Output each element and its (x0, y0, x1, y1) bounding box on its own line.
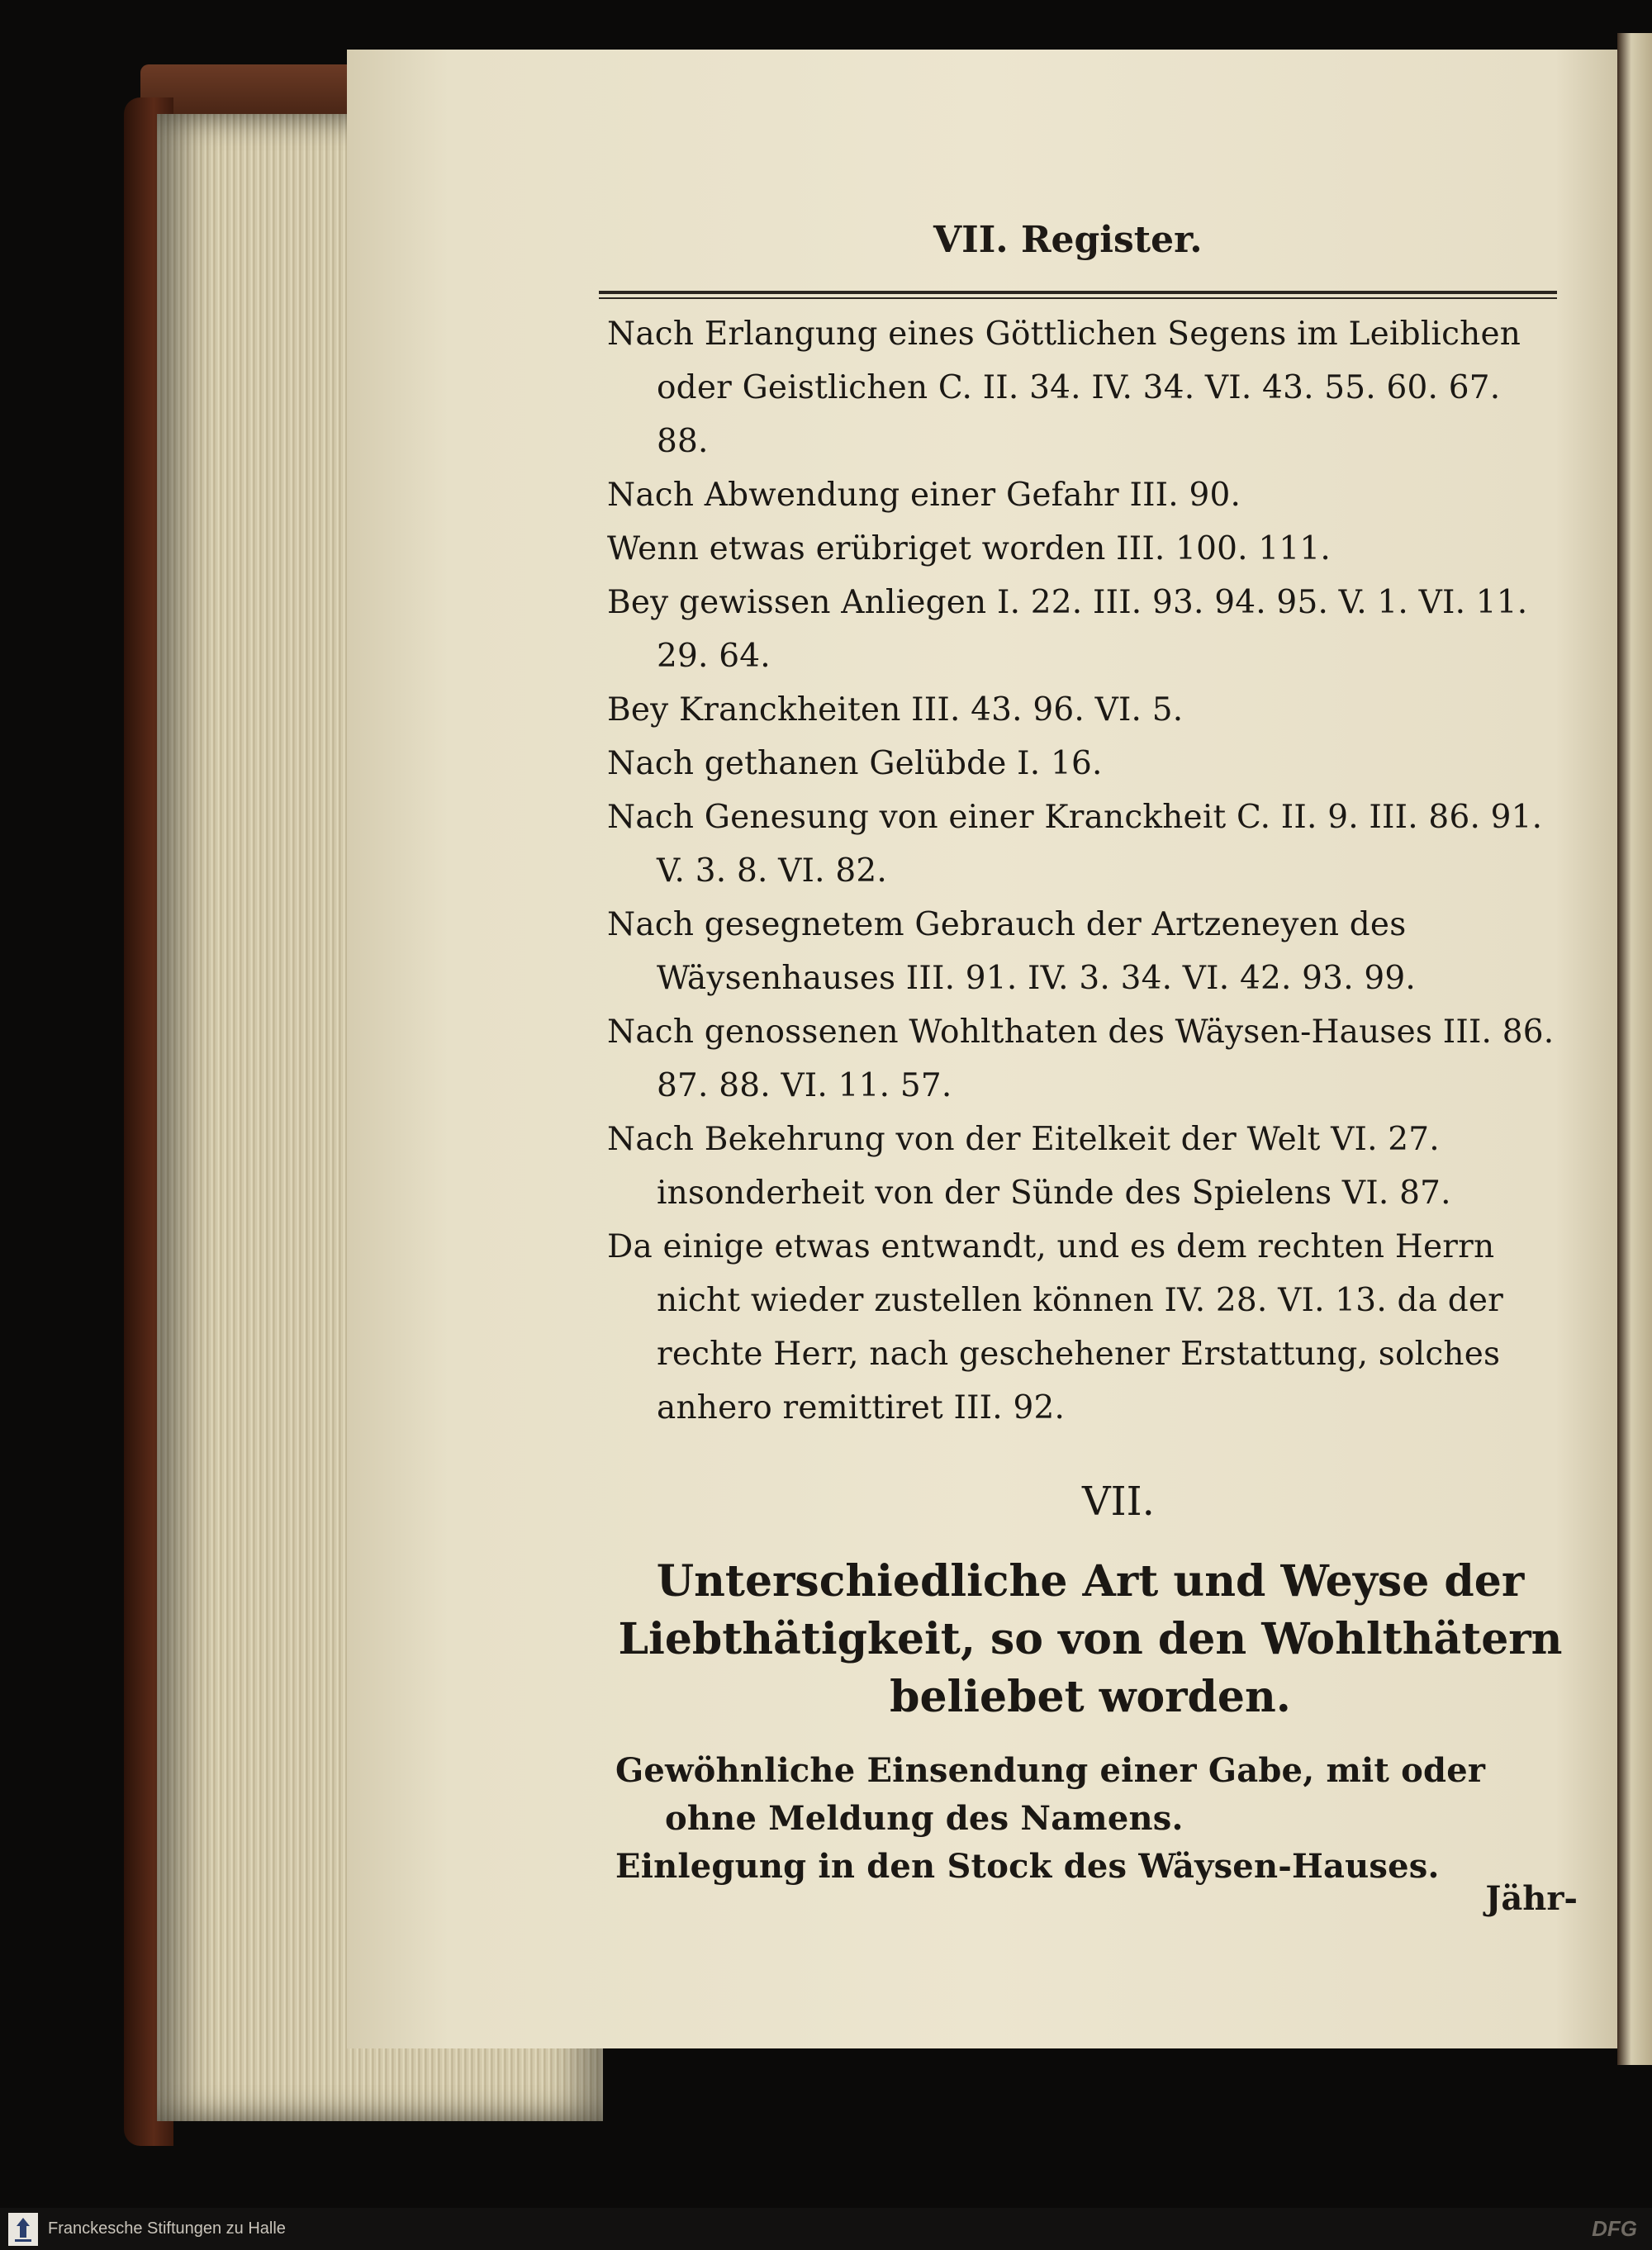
foundation-logo-icon (8, 2213, 38, 2246)
register-entry: Da einige etwas entwandt, und es dem rechten Herrn nicht wieder zustellen können IV. 28. VI. 13. da der rechte Herr, nach geschehener Erstattung, solches anhero remittiret III. 92. (607, 1228, 1504, 1426)
dfg-logo: DFG (1592, 2216, 1637, 2241)
footer-bar (0, 2208, 1652, 2250)
register-entry: Wenn etwas erübriget worden III. 100. 111. (607, 530, 1331, 567)
register-entry: Nach Bekehrung von der Eitelkeit der Welt VI. 27. insonderheit von der Sünde des Spielens VI. 87. (607, 1121, 1451, 1212)
register-entry: Bey gewissen Anliegen I. 22. III. 93. 94. 95. V. 1. VI. 11. 29. 64. (607, 584, 1528, 675)
catchword: Jähr- (1485, 1879, 1578, 1918)
section-entries (615, 1747, 1565, 1891)
register-entry: Bey Kranckheiten III. 43. 96. VI. 5. (607, 691, 1184, 729)
register-entry: Nach Erlangung eines Göttlichen Segens im Leiblichen oder Geistlichen C. II. 34. IV. 34. VI. 43. 55. 60. 67. 88. (607, 316, 1521, 460)
footer-credit: Franckesche Stiftungen zu Halle (48, 2219, 286, 2238)
section-entry: Gewöhnliche Einsendung einer Gabe, mit oder ohne Meldung des Namens. (615, 1751, 1486, 1838)
header-rule-thin (599, 297, 1557, 299)
register-entry: Nach gesegnetem Gebrauch der Artzeneyen des Wäysenhauses III. 91. IV. 3. 34. VI. 42. 93. 99. (607, 906, 1417, 997)
register-entries (607, 307, 1561, 1435)
section-numeral: VII. (1082, 1479, 1155, 1525)
facing-page-edge (1617, 33, 1652, 2065)
running-head: VII. Register. (933, 219, 1203, 261)
section-title: Unterschiedliche Art und Weyse der Liebthätigkeit, so von den Wohlthätern beliebet worden. (618, 1556, 1563, 1722)
section-entry: Einlegung in den Stock des Wäysen-Hauses. (615, 1847, 1440, 1886)
register-entry: Nach Abwendung einer Gefahr III. 90. (607, 477, 1241, 514)
register-entry: Nach gethanen Gelübde I. 16. (607, 745, 1103, 782)
header-rule (599, 291, 1557, 294)
register-entry: Nach Genesung von einer Kranckheit C. II. 9. III. 86. 91. V. 3. 8. VI. 82. (607, 799, 1543, 890)
register-entry: Nach genossenen Wohlthaten des Wäysen-Hauses III. 86. 87. 88. VI. 11. 57. (607, 1013, 1555, 1104)
